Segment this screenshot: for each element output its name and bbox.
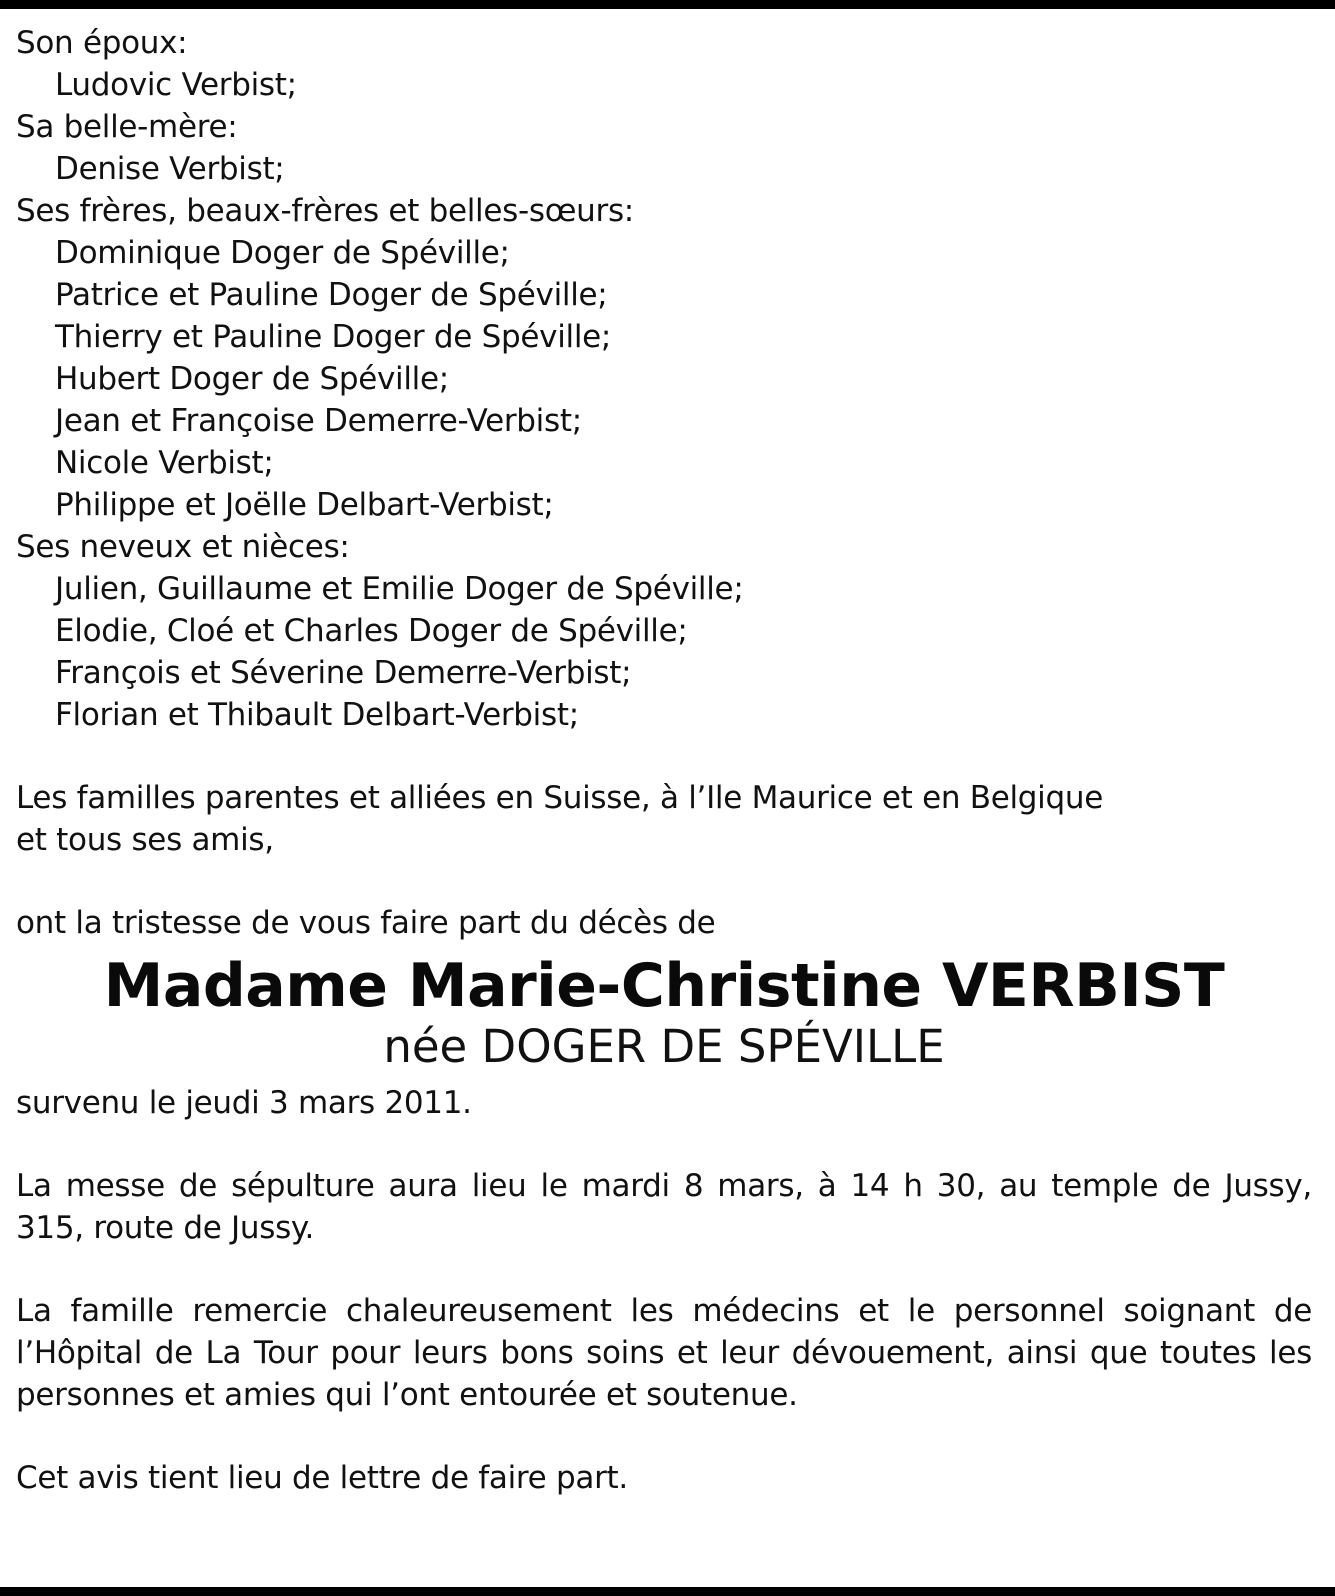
obituary-notice (16, 22, 1312, 1499)
date-of-death: survenu le jeudi 3 mars 2011. (16, 1085, 472, 1121)
spacer (16, 1249, 1312, 1290)
spacer (16, 736, 1312, 777)
deceased-name: Madame Marie-Christine VERBIST (103, 951, 1225, 1021)
top-border-rule (0, 0, 1335, 9)
family-heading: Ses frères, beaux-frères et belles-sœurs: (16, 193, 634, 229)
family-member: Dominique Doger de Spéville; (55, 235, 510, 271)
family-member: Thierry et Pauline Doger de Spéville; (55, 319, 612, 355)
spacer (16, 861, 1312, 902)
family-member: Florian et Thibault Delbart-Verbist; (55, 697, 579, 733)
thanks-line: La famille remercie chaleureusement les médecins et le personnel soignant de (16, 1293, 1312, 1329)
family-member: Denise Verbist; (55, 151, 285, 187)
family-member: Hubert Doger de Spéville; (55, 361, 449, 397)
spacer (16, 1124, 1312, 1165)
service-line: La messe de sépulture aura lieu le mardi 8 mars, à 14 h 30, au temple de Jussy, (16, 1168, 1312, 1204)
thanks-paragraph (16, 1290, 1312, 1416)
family-member: Jean et Françoise Demerre-Verbist; (55, 403, 582, 439)
family-member: Julien, Guillaume et Emilie Doger de Spéville; (55, 571, 744, 607)
family-group-spouse (16, 22, 1312, 106)
family-member: Nicole Verbist; (55, 445, 274, 481)
deceased-name-block (16, 952, 1312, 1074)
service-line: 315, route de Jussy. (16, 1210, 315, 1246)
family-heading: Son époux: (16, 25, 188, 61)
family-member: François et Séverine Demerre-Verbist; (55, 655, 632, 691)
relatives-paragraph (16, 777, 1312, 861)
spacer (16, 1416, 1312, 1457)
family-member: Elodie, Cloé et Charles Doger de Spéville; (55, 613, 688, 649)
closing-text: Cet avis tient lieu de lettre de faire part. (16, 1460, 628, 1496)
announcement-text: ont la tristesse de vous faire part du décès de (16, 905, 716, 941)
family-group-nephews-nieces (16, 526, 1312, 736)
thanks-line: personnes et amies qui l’ont entourée et soutenue. (16, 1377, 798, 1413)
family-heading: Sa belle-mère: (16, 109, 238, 145)
service-paragraph (16, 1165, 1312, 1249)
family-group-siblings (16, 190, 1312, 526)
family-group-mother-in-law (16, 106, 1312, 190)
family-member: Ludovic Verbist; (55, 67, 297, 103)
maiden-name: née DOGER DE SPÉVILLE (383, 1020, 945, 1073)
relatives-line: et tous ses amis, (16, 822, 274, 858)
bottom-border-rule (0, 1587, 1335, 1596)
family-member: Patrice et Pauline Doger de Spéville; (55, 277, 608, 313)
thanks-line: l’Hôpital de La Tour pour leurs bons soins et leur dévouement, ainsi que toutes les (16, 1335, 1312, 1371)
relatives-line: Les familles parentes et alliées en Suisse, à l’Ile Maurice et en Belgique (16, 780, 1103, 816)
family-member: Philippe et Joëlle Delbart-Verbist; (55, 487, 554, 523)
family-heading: Ses neveux et nièces: (16, 529, 350, 565)
family-list (16, 22, 1312, 736)
